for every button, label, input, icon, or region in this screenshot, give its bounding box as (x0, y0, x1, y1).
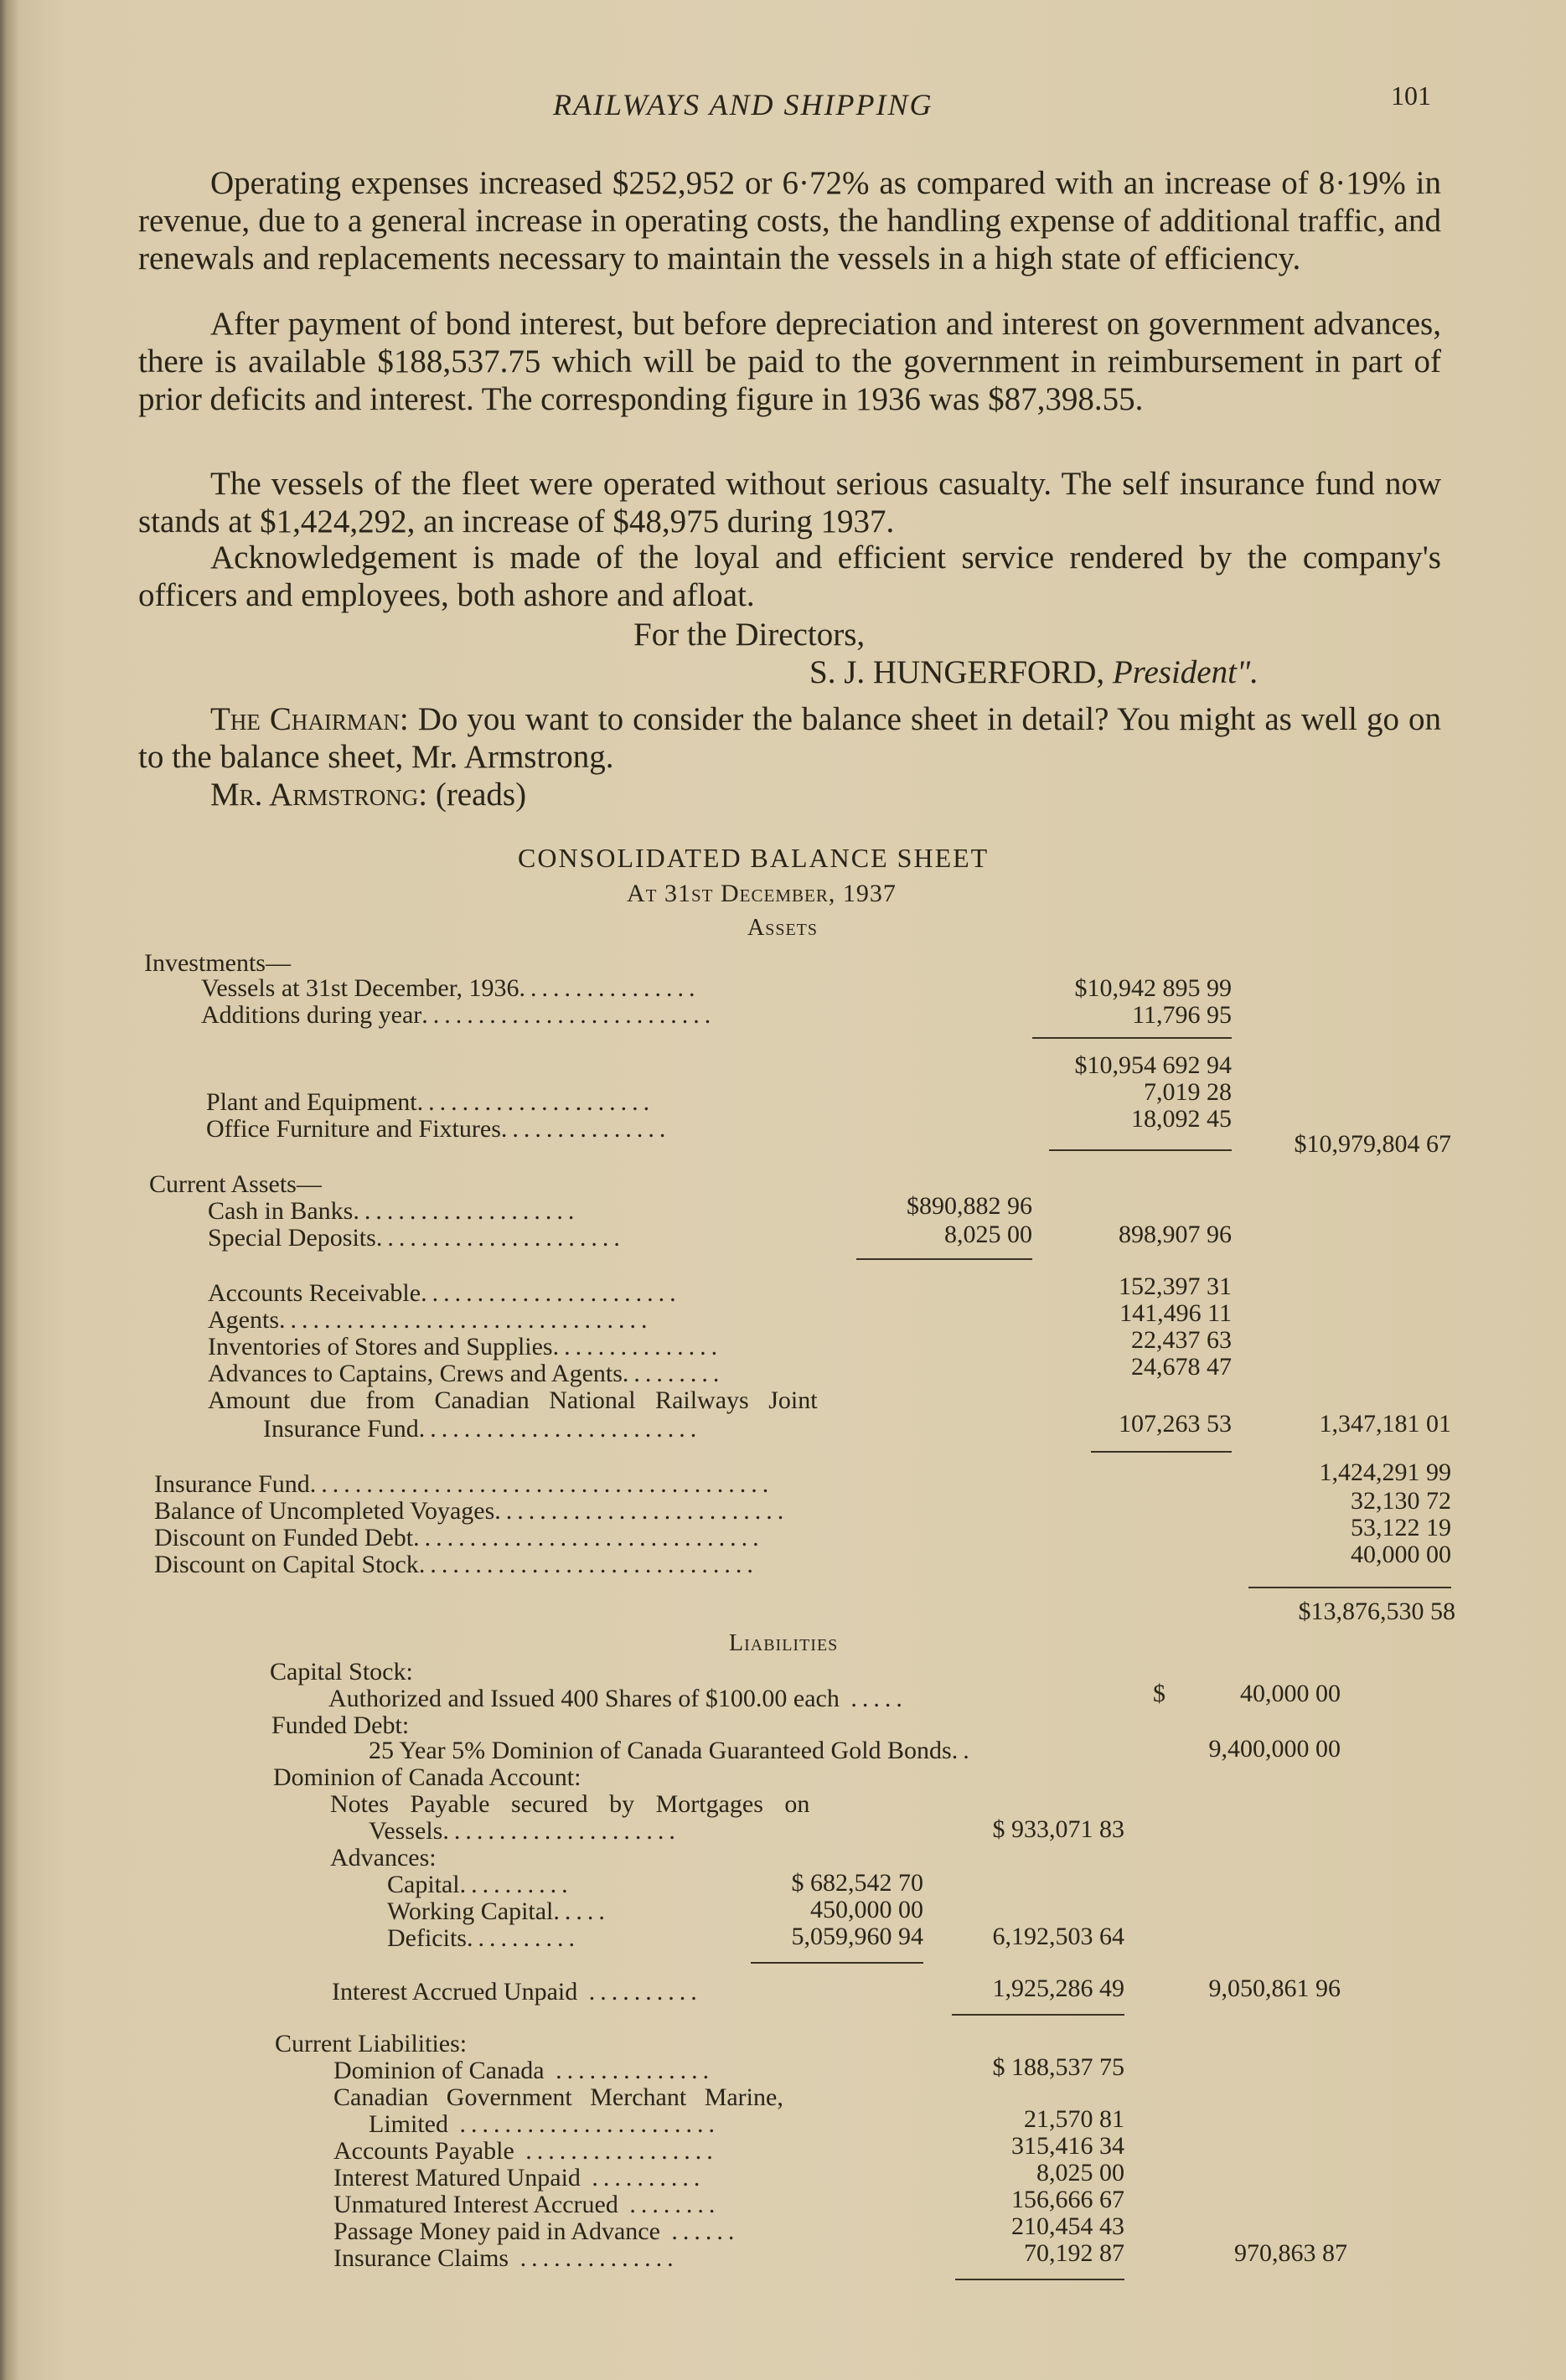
advances-captains-amount: 24,678 47 (1131, 1353, 1232, 1381)
capital-stock-label: Capital Stock: (270, 1658, 413, 1686)
paragraph-text: Operating expenses increased $252,952 or 6·72% as compared with an increase of 8·19% in revenue, due to a general increase in operating costs, the handling expense of additional traffic, and renewals and replacements necessary to maintain the vessels in a high state of efficiency. (138, 165, 1441, 276)
insurance-claims-row-label: Insurance Claims .............. (333, 2244, 679, 2272)
cgmm-line1: Canadian Government Merchant Marine, (333, 2083, 783, 2111)
interest-accrued-amount: 1,925,286 49 (992, 1975, 1124, 2002)
paragraph-text: The vessels of the fleet were operated without serious casualty. The self insurance fund now stands at $1,424,292, an increase of $48,975 during 1937. (138, 466, 1441, 540)
cash-row-label: Cash in Banks.................... (208, 1197, 580, 1225)
discount-debt-row-label: Discount on Funded Debt............................... (154, 1524, 764, 1551)
receivable-row-label: Accounts Receivable....................... (208, 1279, 681, 1307)
paragraph-text: Acknowledgement is made of the loyal and efficient service rendered by the company's officers and employees, both ashore and afloat. (138, 540, 1441, 613)
plant-row-label: Plant and Equipment..................... (206, 1088, 655, 1116)
capital-adv-row-label: Capital.......... (387, 1871, 573, 1898)
row-label: Accounts Payable (333, 2137, 514, 2165)
advances-subtotal: 6,192,503 64 (992, 1923, 1124, 1950)
working-capital-amount: 450,000 00 (810, 1896, 923, 1923)
receivable-amount: 152,397 31 (1119, 1273, 1232, 1300)
plant-amount: 7,019 28 (1144, 1078, 1232, 1106)
dominion-amount: $ 188,537 75 (992, 2053, 1124, 2081)
subtotal-rule (1091, 1451, 1232, 1453)
insurance-fund-row-label: Insurance Fund......................................... (154, 1470, 774, 1498)
inventories-row-label: Inventories of Stores and Supplies............... (208, 1333, 723, 1360)
row-label: Office Furniture and Fixtures (206, 1115, 501, 1143)
row-label: Passage Money paid in Advance (333, 2217, 660, 2245)
row-label: Inventories of Stores and Supplies (208, 1333, 553, 1360)
investments-total: $10,979,804 67 (1294, 1130, 1451, 1158)
row-label: Balance of Uncompleted Voyages (154, 1497, 495, 1525)
balance-sheet-date: At 31st December, 1937 (627, 880, 897, 907)
grand-total-rule (1248, 1587, 1451, 1588)
balance-sheet-title: CONSOLIDATED BALANCE SHEET (518, 843, 990, 873)
interest-matured-amount: 8,025 00 (1036, 2159, 1124, 2186)
vessels-row-label: Vessels at 31st December, 1936................ (201, 974, 700, 1002)
notes-amount: $ 933,071 83 (992, 1815, 1124, 1843)
chairman-text: Do you want to consider the balance sheet in detail? You might as well go on to the balance sheet, Mr. Armstrong. (138, 701, 1442, 775)
row-label: Plant and Equipment (206, 1088, 417, 1116)
assets-grand-total: $13,876,530 58 (1298, 1598, 1455, 1625)
funded-debt-label: Funded Debt: (271, 1711, 410, 1739)
speaker-armstrong: Mr. Armstrong: (210, 777, 428, 813)
additions-row-label: Additions during year.......................... (201, 1001, 716, 1029)
cash-amount: $890,882 96 (907, 1192, 1032, 1220)
bonds-amount: 9,400,000 00 (1208, 1735, 1341, 1763)
amount-due-line1: Amount due from Canadian National Railways Joint (208, 1386, 818, 1414)
dominion-row-label: Dominion of Canada .............. (333, 2057, 715, 2084)
furniture-amount: 18,092 45 (1131, 1105, 1232, 1133)
dominion-account-total: 9,050,861 96 (1208, 1975, 1341, 2002)
unmatured-amount: 156,666 67 (1011, 2186, 1124, 2213)
row-label: Advances to Captains, Crews and Agents (208, 1360, 623, 1387)
passage-money-row-label: Passage Money paid in Advance ...... (333, 2217, 740, 2245)
row-label: Cash in Banks (208, 1197, 354, 1225)
paragraph-vessels-fleet (138, 465, 1441, 540)
row-label: Authorized and Issued 400 Shares of $100.00 each (328, 1685, 840, 1712)
subtotal-rule (955, 2279, 1124, 2280)
additions-amount: 11,796 95 (1132, 1001, 1232, 1029)
notes-line2-label: Vessels..................... (369, 1817, 680, 1845)
subtotal-rule (1032, 1037, 1232, 1039)
signature-block (809, 653, 1258, 691)
dialogue-armstrong (138, 776, 1441, 813)
row-label: Vessels at 31st December, 1936 (201, 974, 519, 1002)
uncompleted-amount: 32,130 72 (1351, 1487, 1451, 1515)
row-label: Interest Matured Unpaid (333, 2164, 581, 2192)
cgmm-amount: 21,570 81 (1024, 2105, 1124, 2133)
deficits-row-label: Deficits.......... (387, 1924, 580, 1952)
row-label: Interest Accrued Unpaid (332, 1978, 578, 2006)
row-label: Accounts Receivable (208, 1279, 421, 1307)
row-label: Discount on Capital Stock (154, 1551, 419, 1578)
passage-money-amount: 210,454 43 (1011, 2212, 1124, 2240)
accounts-payable-row-label: Accounts Payable ................. (333, 2137, 718, 2165)
interest-accrued-row-label: Interest Accrued Unpaid .......... (332, 1978, 702, 2006)
row-label: Insurance Claims (333, 2244, 509, 2272)
discount-debt-amount: 53,122 19 (1351, 1514, 1451, 1541)
amount-due-amount: 107,263 53 (1119, 1410, 1232, 1438)
signature-closing: For the Directors, (633, 617, 866, 653)
amount-due-line2-label: Insurance Fund......................... (263, 1415, 702, 1443)
inventories-amount: 22,437 63 (1131, 1326, 1232, 1354)
authorized-row-label: Authorized and Issued 400 Shares of $100.00 each ..... (328, 1685, 907, 1712)
insurance-fund-amount: 1,424,291 99 (1319, 1458, 1451, 1486)
bonds-row-label: 25 Year 5% Dominion of Canada Guaranteed Gold Bonds.. (369, 1737, 974, 1764)
vessels-amount: $10,942 895 99 (1074, 974, 1232, 1002)
discount-stock-row-label: Discount on Capital Stock.............................. (154, 1551, 758, 1578)
paragraph-text: After payment of bond interest, but before depreciation and interest on government advances, there is available $188,537.75 which will be paid to the government in reimbursement in part of prior deficits and interest. The corresponding figure in 1936 was $87,398.55. (138, 306, 1441, 417)
discount-stock-amount: 40,000 00 (1351, 1541, 1451, 1568)
row-label: Special Deposits (208, 1224, 376, 1252)
deficits-amount: 5,059,960 94 (791, 1923, 923, 1950)
subtotal-rule (1049, 1149, 1232, 1151)
agents-row-label: Agents................................. (208, 1306, 653, 1334)
insurance-claims-amount: 70,192 87 (1024, 2239, 1124, 2267)
row-label: Working Capital (387, 1897, 554, 1925)
assets-heading: Assets (747, 915, 819, 941)
row-label: Discount on Funded Debt (154, 1524, 414, 1551)
accounts-payable-amount: 315,416 34 (1011, 2132, 1124, 2160)
row-label: Limited (369, 2110, 448, 2138)
subtotal-rule (952, 2014, 1124, 2016)
current-assets-total: 1,347,181 01 (1319, 1410, 1451, 1438)
investments-label: Investments— (144, 949, 291, 977)
row-label: Additions during year (201, 1001, 422, 1029)
row-label: Unmatured Interest Accrued (333, 2191, 618, 2218)
row-label: Capital (387, 1871, 460, 1898)
paragraph-bond-interest (138, 305, 1441, 418)
row-label: Vessels (369, 1817, 443, 1845)
paragraph-operating-expenses (138, 164, 1441, 277)
capital-adv-amount: $ 682,542 70 (791, 1869, 923, 1897)
speaker-chairman: The Chairman: (210, 701, 409, 737)
signature-name: S. J. HUNGERFORD, (809, 654, 1105, 690)
special-subtotal: 898,907 96 (1119, 1221, 1232, 1248)
agents-amount: 141,496 11 (1119, 1299, 1232, 1327)
paragraph-acknowledgement (138, 539, 1441, 614)
row-label: 25 Year 5% Dominion of Canada Guaranteed Gold Bonds (369, 1737, 952, 1764)
special-amount: 8,025 00 (944, 1221, 1032, 1248)
row-label: Agents (208, 1306, 279, 1334)
row-label: Dominion of Canada (333, 2057, 545, 2084)
page-number: 101 (1391, 80, 1431, 111)
liabilities-heading: Liabilities (729, 1630, 839, 1656)
cgmm-line2-label: Limited ....................... (369, 2110, 720, 2138)
signature-title: President". (1112, 654, 1259, 690)
current-liabilities-label: Current Liabilities: (275, 2030, 468, 2057)
current-assets-label: Current Assets— (149, 1170, 322, 1198)
subtotal-rule (751, 1962, 923, 1964)
dialogue-chairman (138, 700, 1441, 776)
armstrong-text: (reads) (435, 777, 527, 813)
row-label: Insurance Fund (263, 1415, 419, 1443)
special-row-label: Special Deposits...................... (208, 1224, 625, 1252)
running-title: RAILWAYS AND SHIPPING (553, 88, 933, 121)
interest-matured-row-label: Interest Matured Unpaid .......... (333, 2164, 705, 2192)
authorized-dollar: $ (1153, 1680, 1165, 1707)
notes-line1: Notes Payable secured by Mortgages on (330, 1790, 810, 1818)
row-label: Insurance Fund (154, 1470, 310, 1498)
current-liabilities-total: 970,863 87 (1234, 2239, 1347, 2267)
uncompleted-row-label: Balance of Uncompleted Voyages.......................... (154, 1497, 789, 1525)
vessels-total: $10,954 692 94 (1074, 1051, 1232, 1079)
dominion-account-label: Dominion of Canada Account: (273, 1763, 581, 1791)
advances-captains-row-label: Advances to Captains, Crews and Agents......... (208, 1360, 725, 1387)
authorized-amount: 40,000 00 (1240, 1680, 1341, 1707)
advances-label: Advances: (330, 1844, 437, 1871)
subtotal-rule (856, 1258, 1032, 1260)
furniture-row-label: Office Furniture and Fixtures............... (206, 1115, 671, 1143)
row-label: Deficits (387, 1924, 467, 1952)
unmatured-row-label: Unmatured Interest Accrued ........ (333, 2191, 721, 2218)
working-capital-row-label: Working Capital..... (387, 1897, 610, 1925)
